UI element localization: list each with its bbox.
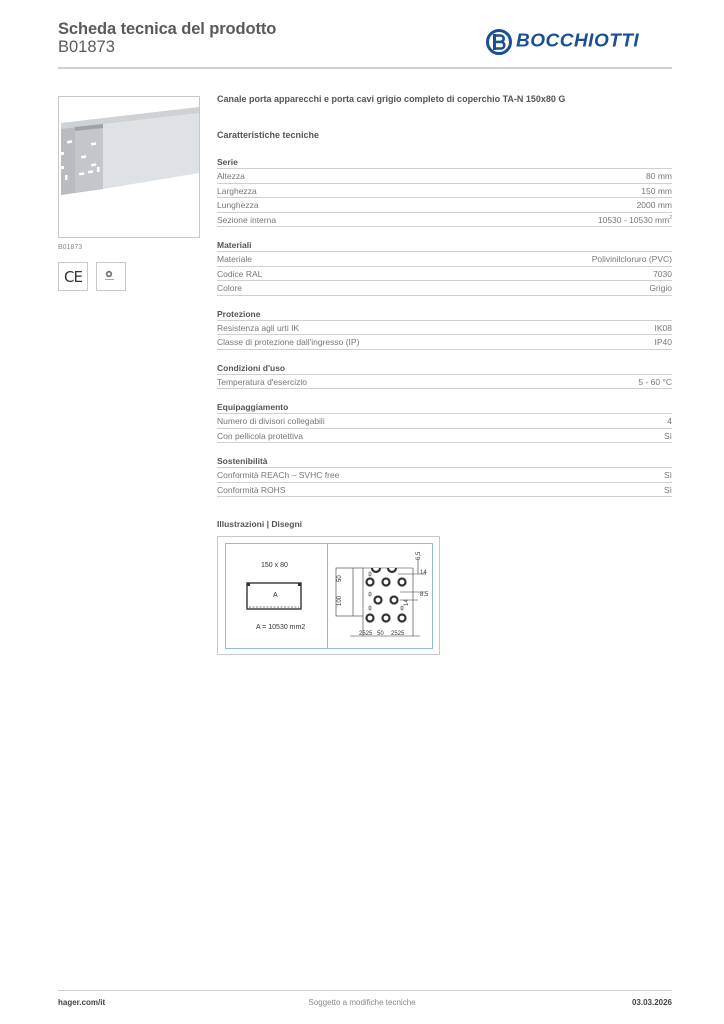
spec-value-text: Polivinilcloruro (PVC) — [591, 254, 672, 264]
product-image-caption: B01873 — [58, 244, 83, 251]
section-drawing — [226, 544, 328, 648]
spec-label: Materiale — [217, 254, 252, 264]
spec-value-text: Sì — [663, 484, 672, 495]
spec-row — [217, 414, 672, 429]
header-divider — [58, 67, 672, 69]
spec-value — [641, 184, 672, 198]
spec-value-text: IP40 — [654, 337, 672, 347]
spec-value — [649, 281, 672, 295]
spec-value-text: 4 — [667, 416, 672, 426]
spec-row — [217, 281, 672, 296]
spec-value-text: 2000 mm — [636, 200, 672, 210]
spec-value — [598, 213, 672, 227]
spec-row — [217, 429, 672, 444]
spec-value-text: Sì — [663, 470, 672, 480]
dim-d1: 6,5 — [416, 551, 422, 560]
dim-b1: 2525 — [359, 631, 373, 637]
spec-value — [655, 335, 673, 349]
spec-value-text: Sì — [663, 430, 672, 441]
page-title: Scheda tecnica del prodotto — [58, 20, 277, 38]
spec-value-text: 80 mm — [646, 171, 672, 181]
spec-row — [217, 267, 672, 282]
ce-mark-icon — [58, 262, 88, 291]
section-dimensions: 150 x 80 — [261, 562, 288, 569]
spec-group — [217, 455, 672, 497]
dim-b3: 50 — [377, 631, 384, 637]
brand-name: BOCCHIOTTI — [516, 31, 640, 52]
specs-heading: Caratteristiche tecniche — [217, 130, 320, 140]
hole-pattern-icon — [328, 544, 432, 648]
spec-value-text: 150 mm — [641, 185, 672, 196]
footer-date: 03.03.2026 — [631, 998, 672, 1007]
brand-logo — [486, 29, 639, 55]
dim-b4: 2525 — [391, 631, 405, 637]
spec-value — [664, 468, 672, 482]
spec-group-title: Serie — [217, 156, 672, 169]
spec-value-text: 7030 — [653, 268, 672, 279]
area-value: A = 10530 mm2 — [256, 624, 306, 631]
footer-divider — [58, 990, 672, 991]
footer-note: Soggetto a modifiche tecniche — [308, 998, 416, 1007]
spec-label: Codice RAL — [217, 268, 263, 279]
spec-group-title: Condizioni d'uso — [217, 362, 672, 375]
spec-value — [655, 321, 673, 335]
dim-d2: 14 — [420, 570, 427, 576]
spec-label: Conformità REACh – SVHC free — [217, 470, 340, 480]
dim-v2: 100 — [337, 595, 343, 606]
spec-row — [217, 468, 672, 483]
spec-value — [664, 483, 672, 497]
spec-group-title: Materiali — [217, 239, 672, 252]
product-name: Canale porta apparecchi e porta cavi grigio completo di coperchio TA-N 150x80 G — [217, 94, 566, 104]
spec-label: Classe di protezione dall'ingresso (IP) — [217, 337, 360, 347]
quality-mark-icon — [101, 267, 121, 287]
product-image — [58, 96, 200, 238]
spec-value-text: IK08 — [654, 322, 672, 333]
spec-value-text: Grigio — [649, 283, 672, 293]
spec-group — [217, 239, 672, 296]
cable-trunking-illustration — [59, 97, 199, 237]
spec-label: Numero di divisori collegabili — [217, 416, 325, 426]
spec-group — [217, 156, 672, 227]
spec-row — [217, 335, 672, 350]
spec-column — [217, 94, 672, 533]
spec-group-title: Equipaggiamento — [217, 401, 672, 414]
spec-value-superscript: 2 — [669, 214, 672, 221]
spec-row — [217, 483, 672, 498]
spec-row — [217, 321, 672, 336]
spec-row — [217, 375, 672, 390]
spec-group-title: Sostenibilità — [217, 455, 672, 468]
spec-value — [667, 414, 672, 428]
hole-pattern-drawing — [328, 544, 432, 648]
ce-mark-label: CE — [64, 267, 82, 286]
spec-group — [217, 362, 672, 390]
footer-website-link[interactable]: hager.com/it — [58, 998, 106, 1007]
spec-row — [217, 252, 672, 267]
certification-mark-icon — [96, 262, 126, 291]
dim-d3: 8,5 — [420, 592, 429, 598]
spec-row — [217, 198, 672, 213]
spec-label: Sezione interna — [217, 214, 277, 225]
bocchiotti-logo-icon — [486, 29, 512, 55]
technical-drawing — [217, 536, 440, 655]
spec-value — [592, 252, 672, 266]
spec-label: Resistenza agli urti IK — [217, 322, 300, 333]
spec-groups — [217, 156, 672, 497]
spec-label: Conformità ROHS — [217, 484, 286, 495]
spec-value — [638, 375, 672, 389]
spec-value — [653, 267, 672, 281]
spec-row — [217, 213, 672, 228]
spec-label: Temperatura d'esercizio — [217, 376, 307, 387]
spec-group — [217, 401, 672, 443]
spec-label: Altezza — [217, 171, 245, 181]
spec-label: Larghezza — [217, 185, 257, 196]
spec-value — [637, 198, 672, 212]
spec-group — [217, 308, 672, 350]
dim-d4: 14 — [404, 599, 410, 606]
spec-value — [664, 429, 672, 443]
dim-v1: 50 — [337, 575, 343, 582]
spec-row — [217, 184, 672, 199]
spec-label: Con pellicola protettiva — [217, 430, 303, 441]
illustrations-heading: Illustrazioni | Disegni — [217, 519, 303, 529]
drawing-panels — [225, 543, 433, 649]
spec-row — [217, 169, 672, 184]
product-code: B01873 — [58, 38, 115, 56]
spec-value-text: 5 - 60 °C — [638, 376, 672, 387]
spec-label: Colore — [217, 283, 243, 293]
spec-value-text: 10530 - 10530 mm — [597, 214, 670, 225]
area-label: A — [273, 592, 278, 599]
spec-label: Lunghezza — [217, 200, 259, 210]
spec-value — [646, 169, 672, 183]
spec-group-title: Protezione — [217, 308, 672, 321]
